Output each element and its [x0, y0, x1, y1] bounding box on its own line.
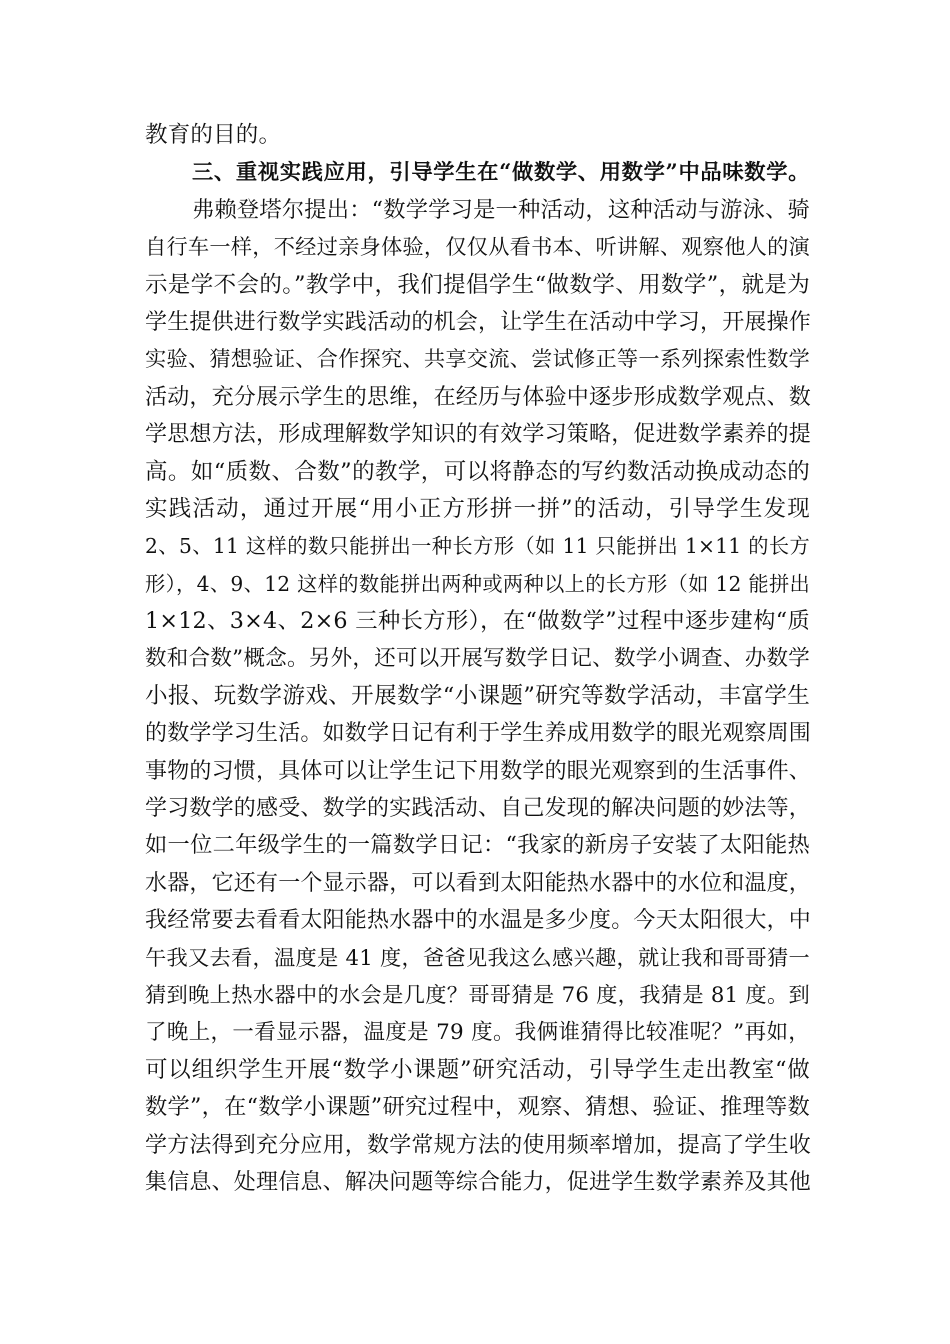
- paragraph-line: 学思想方法，形成理解数学知识的有效学习策略，促进数学素养的提: [145, 422, 812, 448]
- paragraph-line: 实验、猜想验证、合作探究、共享交流、尝试修正等一系列探索性数学: [145, 347, 810, 373]
- document-page: [145, 117, 810, 1201]
- paragraph-line: 实践活动，通过开展“用小正方形拼一拼”的活动，引导学生发现: [145, 495, 810, 522]
- paragraph-line: 活动，充分展示学生的思维，在经历与体验中逐步形成数学观点、数: [145, 384, 812, 410]
- paragraph-line: 我经常要去看看太阳能热水器中的水温是多少度。今天太阳很大，中: [145, 908, 812, 934]
- paragraph-line: 小报、玩数学游戏、开展数学“小课题”研究等数学活动，丰富学生: [145, 682, 810, 709]
- paragraph-line: 水器，它还有一个显示器，可以看到太阳能热水器中的水位和温度，: [145, 870, 812, 896]
- paragraph-line: 的数学学习生活。如数学日记有利于学生养成用数学的眼光观察周围: [145, 721, 812, 747]
- paragraph-line: 示是学不会的。”教学中，我们提倡学生“做数学、用数学”，就是为: [145, 271, 810, 298]
- paragraph-line: 可以组织学生开展“数学小课题”研究活动，引导学生走出教室“做: [145, 1056, 810, 1083]
- paragraph-line: 形），4、9、12 这样的数能拼出两种或两种以上的长方形（如 12 能拼出: [145, 571, 810, 596]
- paragraph-line: 学生提供进行数学实践活动的机会，让学生在活动中学习，开展操作: [145, 309, 812, 335]
- paragraph-line: 弗赖登塔尔提出：“数学学习是一种活动，这种活动与游泳、骑: [192, 196, 810, 223]
- paragraph-line: 1×12、3×4、2×6 三种长方形），在“做数学”过程中逐步建构“质: [145, 608, 810, 635]
- paragraph-line: 数学”，在“数学小课题”研究过程中，观察、猜想、验证、推理等数: [145, 1094, 810, 1121]
- paragraph-line: 猜到晚上热水器中的水会是几度？哥哥猜是 76 度，我猜是 81 度。到: [145, 982, 810, 1008]
- paragraph-line: 2、5、11 这样的数只能拼出一种长方形（如 11 只能拼出 1×11 的长方: [145, 534, 810, 559]
- carryover-line: 教育的目的。: [145, 122, 282, 148]
- paragraph-line: 数和合数”概念。另外，还可以开展写数学日记、数学小调查、办数学: [145, 646, 810, 672]
- paragraph-line: 高。如“质数、合数”的教学，可以将静态的写约数活动换成动态的: [145, 458, 810, 485]
- paragraph-line: 午我又去看，温度是 41 度，爸爸见我这么感兴趣，就让我和哥哥猜一: [145, 945, 810, 971]
- paragraph-line: 如一位二年级学生的一篇数学日记：“我家的新房子安装了太阳能热: [145, 832, 810, 859]
- paragraph-line: 学方法得到充分应用，数学常规方法的使用频率增加，提高了学生收: [145, 1132, 812, 1158]
- paragraph-line: 自行车一样，不经过亲身体验，仅仅从看书本、听讲解、观察他人的演: [145, 235, 810, 261]
- paragraph-line: 了晚上，一看显示器，温度是 79 度。我俩谁猜得比较准呢？”再如，: [145, 1020, 810, 1046]
- paragraph-line: 集信息、处理信息、解决问题等综合能力，促进学生数学素养及其他: [145, 1169, 812, 1195]
- paragraph-line: 事物的习惯，具体可以让学生记下用数学的眼光观察到的生活事件、: [145, 758, 812, 784]
- paragraph-line: 学习数学的感受、数学的实践活动、自己发现的解决问题的妙法等，: [145, 796, 812, 822]
- section-heading: 三、重视实践应用，引导学生在“做数学、用数学”中品味数学。: [192, 160, 810, 186]
